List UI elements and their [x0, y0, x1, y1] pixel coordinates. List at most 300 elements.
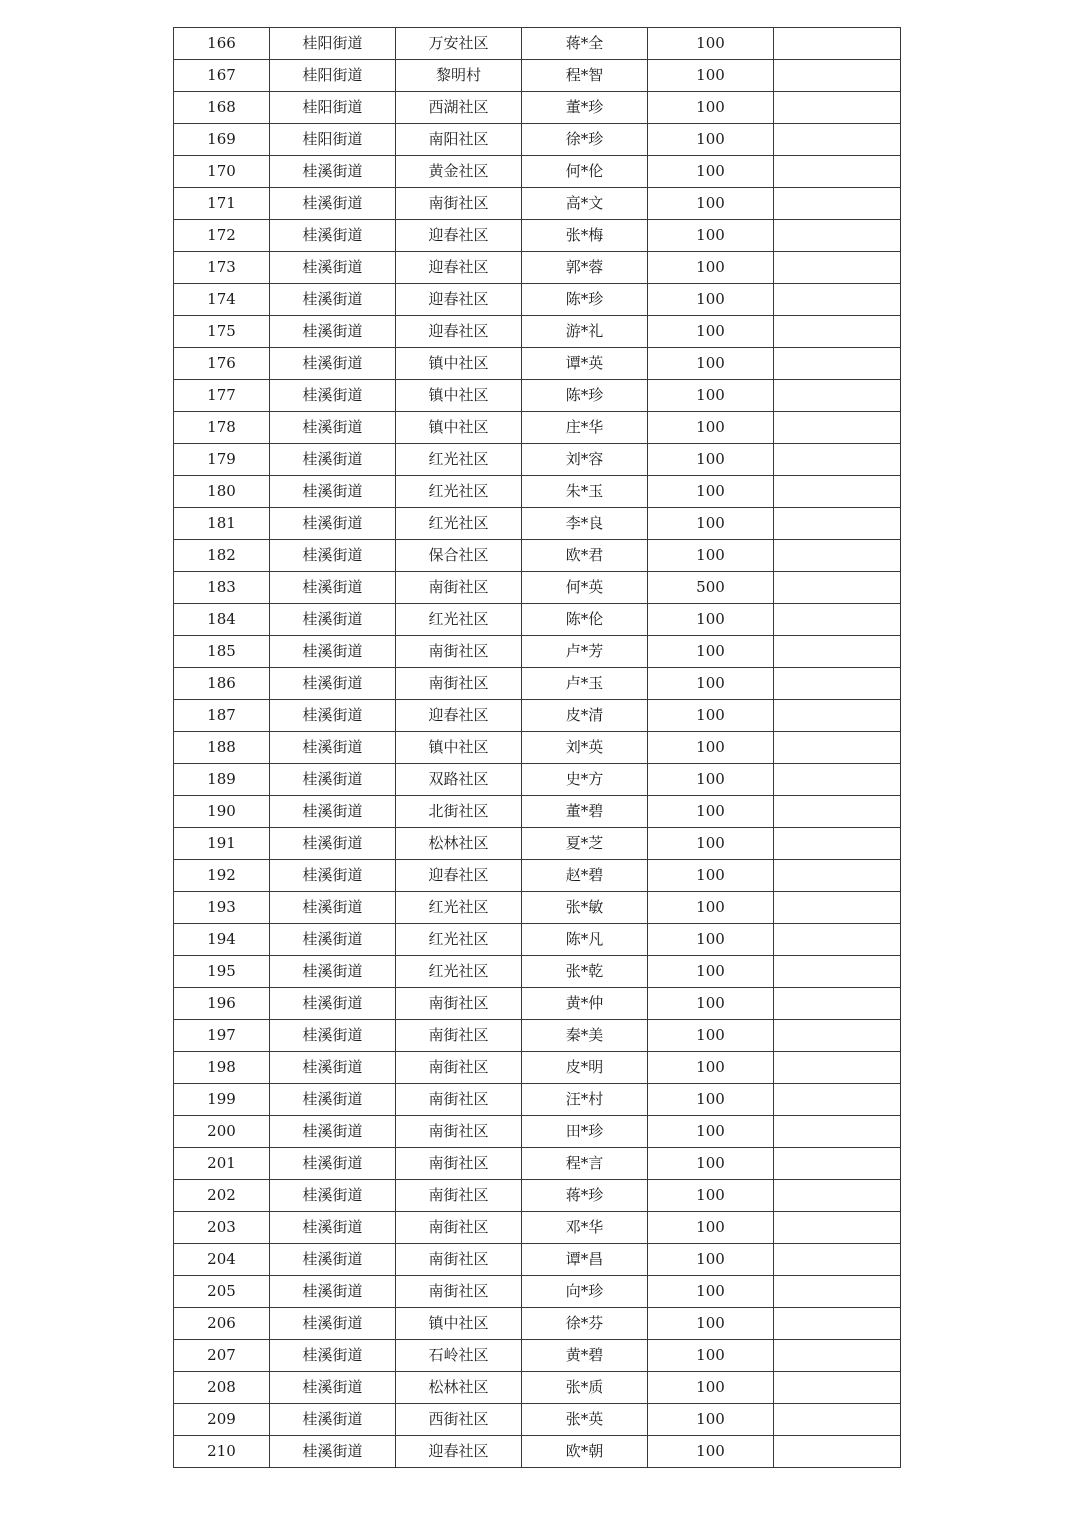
name-cell: 郭*蓉 — [522, 252, 648, 284]
row-number-cell: 183 — [174, 572, 270, 604]
note-cell — [774, 1020, 901, 1052]
community-cell: 北街社区 — [396, 796, 522, 828]
community-cell: 松林社区 — [396, 1372, 522, 1404]
community-cell: 镇中社区 — [396, 348, 522, 380]
community-cell: 红光社区 — [396, 924, 522, 956]
community-cell: 南街社区 — [396, 1148, 522, 1180]
name-cell: 谭*昌 — [522, 1244, 648, 1276]
community-cell: 万安社区 — [396, 28, 522, 60]
community-cell: 南街社区 — [396, 188, 522, 220]
name-cell: 程*智 — [522, 60, 648, 92]
community-cell: 西街社区 — [396, 1404, 522, 1436]
amount-cell: 100 — [648, 1372, 774, 1404]
note-cell — [774, 28, 901, 60]
note-cell — [774, 380, 901, 412]
row-number-cell: 192 — [174, 860, 270, 892]
amount-cell: 100 — [648, 1148, 774, 1180]
roster-table-body — [174, 28, 901, 1468]
row-number-cell: 179 — [174, 444, 270, 476]
table-row — [174, 764, 901, 796]
row-number-cell: 176 — [174, 348, 270, 380]
name-cell: 赵*碧 — [522, 860, 648, 892]
note-cell — [774, 1180, 901, 1212]
table-row — [174, 1244, 901, 1276]
name-cell: 程*言 — [522, 1148, 648, 1180]
name-cell: 刘*容 — [522, 444, 648, 476]
row-number-cell: 185 — [174, 636, 270, 668]
note-cell — [774, 476, 901, 508]
amount-cell: 100 — [648, 188, 774, 220]
table-row — [174, 380, 901, 412]
table-row — [174, 860, 901, 892]
table-row — [174, 1276, 901, 1308]
community-cell: 双路社区 — [396, 764, 522, 796]
street-cell: 桂溪街道 — [270, 380, 396, 412]
table-row — [174, 700, 901, 732]
note-cell — [774, 540, 901, 572]
community-cell: 南阳社区 — [396, 124, 522, 156]
row-number-cell: 193 — [174, 892, 270, 924]
street-cell: 桂溪街道 — [270, 700, 396, 732]
note-cell — [774, 316, 901, 348]
street-cell: 桂溪街道 — [270, 636, 396, 668]
table-row — [174, 284, 901, 316]
street-cell: 桂溪街道 — [270, 860, 396, 892]
note-cell — [774, 1244, 901, 1276]
street-cell: 桂溪街道 — [270, 156, 396, 188]
note-cell — [774, 284, 901, 316]
name-cell: 蒋*全 — [522, 28, 648, 60]
amount-cell: 100 — [648, 1244, 774, 1276]
row-number-cell: 191 — [174, 828, 270, 860]
amount-cell: 100 — [648, 1116, 774, 1148]
table-row — [174, 1308, 901, 1340]
row-number-cell: 182 — [174, 540, 270, 572]
street-cell: 桂溪街道 — [270, 1436, 396, 1468]
street-cell: 桂溪街道 — [270, 220, 396, 252]
amount-cell: 100 — [648, 412, 774, 444]
name-cell: 陈*伦 — [522, 604, 648, 636]
note-cell — [774, 1084, 901, 1116]
street-cell: 桂溪街道 — [270, 540, 396, 572]
row-number-cell: 200 — [174, 1116, 270, 1148]
note-cell — [774, 636, 901, 668]
amount-cell: 100 — [648, 28, 774, 60]
street-cell: 桂溪街道 — [270, 892, 396, 924]
name-cell: 张*梅 — [522, 220, 648, 252]
row-number-cell: 210 — [174, 1436, 270, 1468]
street-cell: 桂溪街道 — [270, 1052, 396, 1084]
name-cell: 向*珍 — [522, 1276, 648, 1308]
amount-cell: 100 — [648, 828, 774, 860]
amount-cell: 100 — [648, 60, 774, 92]
amount-cell: 100 — [648, 124, 774, 156]
table-row — [174, 1116, 901, 1148]
street-cell: 桂溪街道 — [270, 1276, 396, 1308]
name-cell: 陈*凡 — [522, 924, 648, 956]
name-cell: 皮*明 — [522, 1052, 648, 1084]
row-number-cell: 177 — [174, 380, 270, 412]
amount-cell: 100 — [648, 988, 774, 1020]
amount-cell: 100 — [648, 316, 774, 348]
amount-cell: 100 — [648, 348, 774, 380]
row-number-cell: 209 — [174, 1404, 270, 1436]
table-row — [174, 1084, 901, 1116]
amount-cell: 100 — [648, 636, 774, 668]
name-cell: 卢*玉 — [522, 668, 648, 700]
table-row — [174, 1020, 901, 1052]
table-row — [174, 1340, 901, 1372]
name-cell: 夏*芝 — [522, 828, 648, 860]
community-cell: 迎春社区 — [396, 860, 522, 892]
note-cell — [774, 924, 901, 956]
street-cell: 桂溪街道 — [270, 668, 396, 700]
community-cell: 迎春社区 — [396, 1436, 522, 1468]
row-number-cell: 194 — [174, 924, 270, 956]
community-cell: 保合社区 — [396, 540, 522, 572]
row-number-cell: 180 — [174, 476, 270, 508]
amount-cell: 100 — [648, 476, 774, 508]
amount-cell: 100 — [648, 1180, 774, 1212]
name-cell: 庄*华 — [522, 412, 648, 444]
name-cell: 徐*芬 — [522, 1308, 648, 1340]
row-number-cell: 197 — [174, 1020, 270, 1052]
community-cell: 红光社区 — [396, 892, 522, 924]
name-cell: 史*方 — [522, 764, 648, 796]
name-cell: 黄*仲 — [522, 988, 648, 1020]
amount-cell: 100 — [648, 1212, 774, 1244]
table-row — [174, 124, 901, 156]
table-row — [174, 1180, 901, 1212]
community-cell: 迎春社区 — [396, 284, 522, 316]
community-cell: 迎春社区 — [396, 252, 522, 284]
street-cell: 桂溪街道 — [270, 572, 396, 604]
name-cell: 何*伦 — [522, 156, 648, 188]
community-cell: 南街社区 — [396, 1020, 522, 1052]
table-row — [174, 412, 901, 444]
community-cell: 迎春社区 — [396, 316, 522, 348]
row-number-cell: 172 — [174, 220, 270, 252]
amount-cell: 100 — [648, 924, 774, 956]
name-cell: 李*良 — [522, 508, 648, 540]
table-row — [174, 220, 901, 252]
note-cell — [774, 700, 901, 732]
row-number-cell: 188 — [174, 732, 270, 764]
street-cell: 桂溪街道 — [270, 924, 396, 956]
community-cell: 黎明村 — [396, 60, 522, 92]
name-cell: 陈*珍 — [522, 284, 648, 316]
street-cell: 桂阳街道 — [270, 124, 396, 156]
street-cell: 桂溪街道 — [270, 764, 396, 796]
street-cell: 桂溪街道 — [270, 1308, 396, 1340]
table-row — [174, 668, 901, 700]
note-cell — [774, 156, 901, 188]
note-cell — [774, 1212, 901, 1244]
row-number-cell: 173 — [174, 252, 270, 284]
row-number-cell: 206 — [174, 1308, 270, 1340]
street-cell: 桂溪街道 — [270, 1372, 396, 1404]
note-cell — [774, 828, 901, 860]
amount-cell: 100 — [648, 1340, 774, 1372]
street-cell: 桂溪街道 — [270, 412, 396, 444]
community-cell: 南街社区 — [396, 668, 522, 700]
name-cell: 田*珍 — [522, 1116, 648, 1148]
street-cell: 桂溪街道 — [270, 956, 396, 988]
note-cell — [774, 956, 901, 988]
table-row — [174, 828, 901, 860]
community-cell: 南街社区 — [396, 1276, 522, 1308]
table-row — [174, 636, 901, 668]
table-row — [174, 956, 901, 988]
row-number-cell: 167 — [174, 60, 270, 92]
amount-cell: 100 — [648, 508, 774, 540]
amount-cell: 100 — [648, 1308, 774, 1340]
table-row — [174, 508, 901, 540]
amount-cell: 100 — [648, 540, 774, 572]
name-cell: 卢*芳 — [522, 636, 648, 668]
name-cell: 欧*朝 — [522, 1436, 648, 1468]
table-row — [174, 732, 901, 764]
street-cell: 桂溪街道 — [270, 284, 396, 316]
row-number-cell: 195 — [174, 956, 270, 988]
note-cell — [774, 988, 901, 1020]
community-cell: 红光社区 — [396, 444, 522, 476]
amount-cell: 100 — [648, 284, 774, 316]
table-row — [174, 572, 901, 604]
amount-cell: 100 — [648, 444, 774, 476]
street-cell: 桂阳街道 — [270, 28, 396, 60]
amount-cell: 100 — [648, 1020, 774, 1052]
community-cell: 南街社区 — [396, 572, 522, 604]
name-cell: 董*碧 — [522, 796, 648, 828]
amount-cell: 100 — [648, 700, 774, 732]
table-row — [174, 156, 901, 188]
amount-cell: 100 — [648, 220, 774, 252]
name-cell: 蒋*珍 — [522, 1180, 648, 1212]
note-cell — [774, 796, 901, 828]
name-cell: 徐*珍 — [522, 124, 648, 156]
street-cell: 桂溪街道 — [270, 348, 396, 380]
community-cell: 镇中社区 — [396, 380, 522, 412]
street-cell: 桂溪街道 — [270, 444, 396, 476]
community-cell: 迎春社区 — [396, 220, 522, 252]
street-cell: 桂溪街道 — [270, 476, 396, 508]
roster-table — [173, 27, 901, 1468]
note-cell — [774, 668, 901, 700]
amount-cell: 100 — [648, 1436, 774, 1468]
row-number-cell: 169 — [174, 124, 270, 156]
table-row — [174, 1372, 901, 1404]
name-cell: 张*质 — [522, 1372, 648, 1404]
table-row — [174, 604, 901, 636]
street-cell: 桂溪街道 — [270, 316, 396, 348]
row-number-cell: 175 — [174, 316, 270, 348]
note-cell — [774, 1276, 901, 1308]
street-cell: 桂溪街道 — [270, 988, 396, 1020]
name-cell: 张*乾 — [522, 956, 648, 988]
row-number-cell: 198 — [174, 1052, 270, 1084]
note-cell — [774, 1148, 901, 1180]
table-row — [174, 92, 901, 124]
community-cell: 镇中社区 — [396, 412, 522, 444]
street-cell: 桂溪街道 — [270, 1180, 396, 1212]
community-cell: 南街社区 — [396, 1116, 522, 1148]
name-cell: 董*珍 — [522, 92, 648, 124]
community-cell: 镇中社区 — [396, 732, 522, 764]
table-row — [174, 540, 901, 572]
row-number-cell: 196 — [174, 988, 270, 1020]
street-cell: 桂阳街道 — [270, 60, 396, 92]
name-cell: 邓*华 — [522, 1212, 648, 1244]
amount-cell: 100 — [648, 1084, 774, 1116]
name-cell: 皮*清 — [522, 700, 648, 732]
amount-cell: 100 — [648, 380, 774, 412]
street-cell: 桂溪街道 — [270, 732, 396, 764]
street-cell: 桂溪街道 — [270, 1212, 396, 1244]
community-cell: 南街社区 — [396, 1212, 522, 1244]
amount-cell: 100 — [648, 764, 774, 796]
row-number-cell: 178 — [174, 412, 270, 444]
amount-cell: 100 — [648, 92, 774, 124]
table-row — [174, 316, 901, 348]
table-row — [174, 60, 901, 92]
name-cell: 朱*玉 — [522, 476, 648, 508]
table-row — [174, 476, 901, 508]
street-cell: 桂溪街道 — [270, 1244, 396, 1276]
row-number-cell: 201 — [174, 1148, 270, 1180]
community-cell: 南街社区 — [396, 1084, 522, 1116]
amount-cell: 100 — [648, 252, 774, 284]
amount-cell: 100 — [648, 1404, 774, 1436]
row-number-cell: 184 — [174, 604, 270, 636]
name-cell: 黄*碧 — [522, 1340, 648, 1372]
row-number-cell: 207 — [174, 1340, 270, 1372]
amount-cell: 100 — [648, 604, 774, 636]
row-number-cell: 204 — [174, 1244, 270, 1276]
table-row — [174, 444, 901, 476]
name-cell: 张*英 — [522, 1404, 648, 1436]
note-cell — [774, 860, 901, 892]
note-cell — [774, 1116, 901, 1148]
row-number-cell: 166 — [174, 28, 270, 60]
community-cell: 南街社区 — [396, 1052, 522, 1084]
name-cell: 高*文 — [522, 188, 648, 220]
note-cell — [774, 1404, 901, 1436]
note-cell — [774, 508, 901, 540]
row-number-cell: 171 — [174, 188, 270, 220]
note-cell — [774, 732, 901, 764]
table-row — [174, 1052, 901, 1084]
name-cell: 游*礼 — [522, 316, 648, 348]
street-cell: 桂溪街道 — [270, 1148, 396, 1180]
row-number-cell: 189 — [174, 764, 270, 796]
amount-cell: 100 — [648, 668, 774, 700]
table-row — [174, 28, 901, 60]
name-cell: 欧*君 — [522, 540, 648, 572]
street-cell: 桂溪街道 — [270, 1020, 396, 1052]
amount-cell: 100 — [648, 1052, 774, 1084]
row-number-cell: 168 — [174, 92, 270, 124]
amount-cell: 100 — [648, 732, 774, 764]
community-cell: 松林社区 — [396, 828, 522, 860]
street-cell: 桂溪街道 — [270, 828, 396, 860]
name-cell: 何*英 — [522, 572, 648, 604]
table-row — [174, 988, 901, 1020]
amount-cell: 500 — [648, 572, 774, 604]
street-cell: 桂溪街道 — [270, 1084, 396, 1116]
street-cell: 桂溪街道 — [270, 1340, 396, 1372]
street-cell: 桂溪街道 — [270, 604, 396, 636]
note-cell — [774, 1436, 901, 1468]
table-row — [174, 1404, 901, 1436]
table-row — [174, 1148, 901, 1180]
note-cell — [774, 1372, 901, 1404]
row-number-cell: 187 — [174, 700, 270, 732]
note-cell — [774, 252, 901, 284]
note-cell — [774, 412, 901, 444]
community-cell: 南街社区 — [396, 636, 522, 668]
street-cell: 桂溪街道 — [270, 1116, 396, 1148]
community-cell: 西湖社区 — [396, 92, 522, 124]
community-cell: 南街社区 — [396, 988, 522, 1020]
name-cell: 谭*英 — [522, 348, 648, 380]
note-cell — [774, 92, 901, 124]
table-row — [174, 924, 901, 956]
table-row — [174, 188, 901, 220]
community-cell: 镇中社区 — [396, 1308, 522, 1340]
street-cell: 桂阳街道 — [270, 92, 396, 124]
name-cell: 张*敏 — [522, 892, 648, 924]
street-cell: 桂溪街道 — [270, 188, 396, 220]
street-cell: 桂溪街道 — [270, 508, 396, 540]
row-number-cell: 186 — [174, 668, 270, 700]
note-cell — [774, 1340, 901, 1372]
name-cell: 汪*村 — [522, 1084, 648, 1116]
note-cell — [774, 1308, 901, 1340]
amount-cell: 100 — [648, 156, 774, 188]
note-cell — [774, 444, 901, 476]
row-number-cell: 203 — [174, 1212, 270, 1244]
table-row — [174, 1436, 901, 1468]
row-number-cell: 174 — [174, 284, 270, 316]
note-cell — [774, 892, 901, 924]
note-cell — [774, 220, 901, 252]
name-cell: 陈*珍 — [522, 380, 648, 412]
name-cell: 秦*美 — [522, 1020, 648, 1052]
community-cell: 红光社区 — [396, 476, 522, 508]
note-cell — [774, 1052, 901, 1084]
community-cell: 黄金社区 — [396, 156, 522, 188]
note-cell — [774, 604, 901, 636]
street-cell: 桂溪街道 — [270, 796, 396, 828]
community-cell: 红光社区 — [396, 604, 522, 636]
amount-cell: 100 — [648, 892, 774, 924]
community-cell: 南街社区 — [396, 1244, 522, 1276]
note-cell — [774, 124, 901, 156]
row-number-cell: 190 — [174, 796, 270, 828]
community-cell: 南街社区 — [396, 1180, 522, 1212]
row-number-cell: 181 — [174, 508, 270, 540]
table-row — [174, 796, 901, 828]
name-cell: 刘*英 — [522, 732, 648, 764]
street-cell: 桂溪街道 — [270, 252, 396, 284]
table-row — [174, 892, 901, 924]
street-cell: 桂溪街道 — [270, 1404, 396, 1436]
amount-cell: 100 — [648, 956, 774, 988]
note-cell — [774, 348, 901, 380]
table-row — [174, 1212, 901, 1244]
row-number-cell: 170 — [174, 156, 270, 188]
